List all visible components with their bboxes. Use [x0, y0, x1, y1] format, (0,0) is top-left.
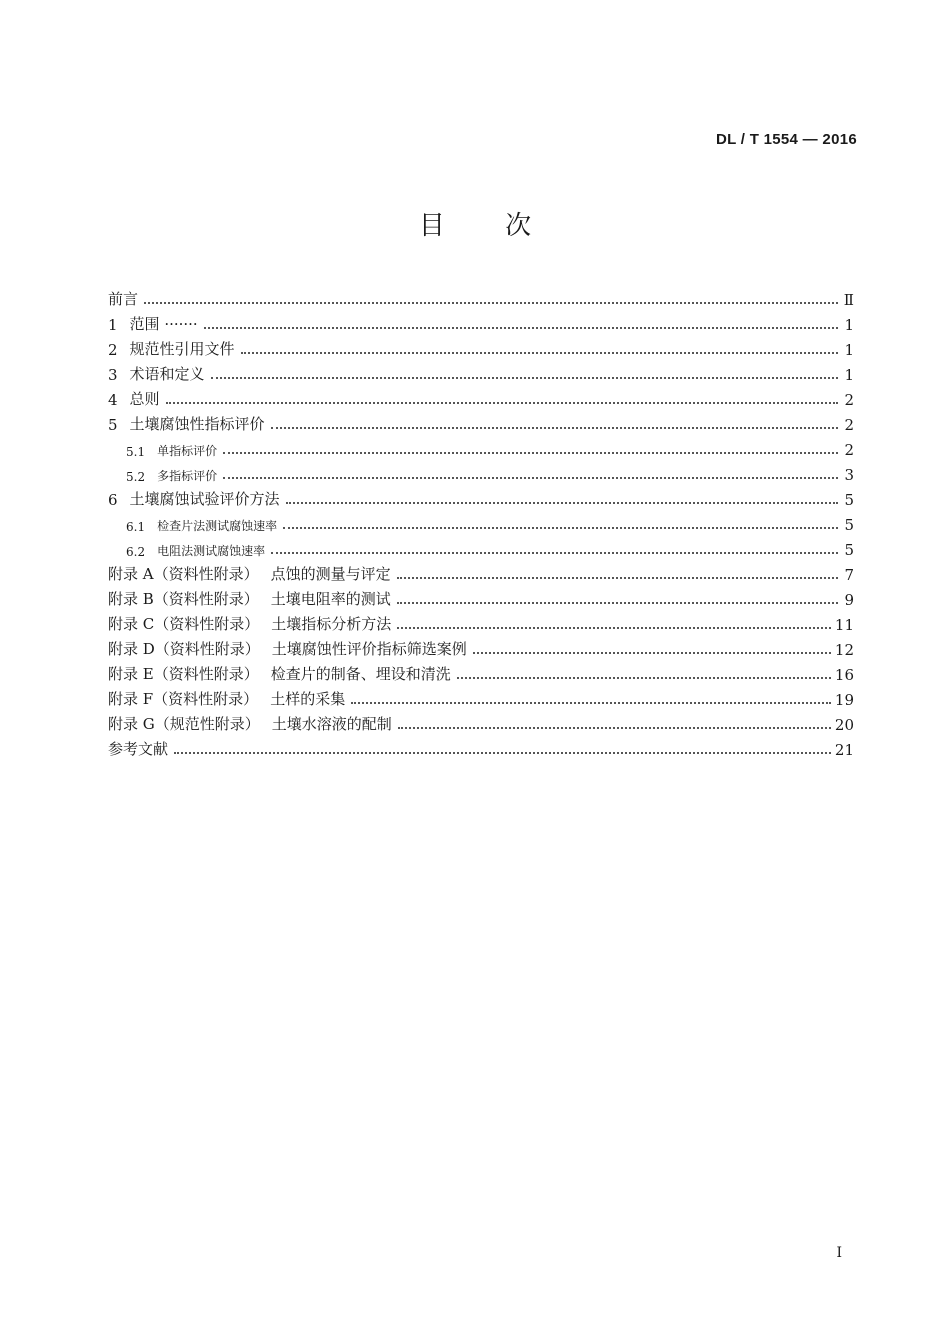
toc-entry-number: 3: [108, 366, 118, 384]
toc-entry-section-6-1[interactable]: [108, 509, 854, 534]
toc-entry-page: 5: [844, 491, 854, 509]
toc-entry-label: 土壤水溶液的配制: [271, 715, 392, 733]
toc-entry-number: 6: [108, 491, 118, 509]
title-char-2: 次: [505, 211, 532, 241]
toc-entry-label: 土壤腐蚀性指标评价: [129, 415, 265, 433]
toc-entry-page: 7: [844, 566, 854, 584]
toc-entry-number: 6.1: [126, 520, 146, 534]
toc-entry-label: 参考文献: [108, 740, 169, 758]
toc-entry-number: 附录 D（资料性附录）: [108, 640, 260, 658]
toc-leader-dots: [223, 452, 838, 454]
page-title: [0, 205, 950, 242]
page-number: I: [836, 1245, 842, 1261]
toc-leader-dots: [271, 552, 838, 554]
toc-entry-appendix-e[interactable]: [108, 659, 854, 684]
toc-entry-number: 附录 A（资料性附录）: [108, 565, 259, 583]
toc-entry-label: 点蚀的测量与评定: [270, 565, 391, 583]
toc-entry-page: Ⅱ: [843, 291, 854, 309]
toc-entry-section-5[interactable]: [108, 409, 854, 434]
toc-leader-dots: [398, 727, 831, 729]
toc-leader-dots: [174, 752, 831, 754]
toc-entry-number: 附录 F（资料性附录）: [108, 690, 259, 708]
toc-entry-page: 12: [834, 641, 854, 659]
toc-entry-page: 1: [844, 316, 854, 334]
toc-entry-page: 19: [834, 691, 854, 709]
toc-entry-general[interactable]: [108, 384, 854, 409]
toc-entry-appendix-f[interactable]: [108, 684, 854, 709]
toc-leader-dots: [397, 577, 838, 579]
toc-entry-label: 土壤电阻率的测试: [270, 590, 391, 608]
toc-entry-label: 检查片法测试腐蚀速率: [157, 519, 278, 533]
toc-entry-label: 总则: [129, 390, 160, 408]
title-char-1: 目: [418, 211, 445, 241]
toc-entry-appendix-a[interactable]: [108, 559, 854, 584]
standard-code: DL / T 1554 — 2016: [715, 131, 857, 148]
toc-entry-label: 土样的采集: [270, 690, 346, 708]
toc-entry-label: 术语和定义: [129, 365, 205, 383]
toc-entry-page: 9: [844, 591, 854, 609]
toc-entry-label: 前言: [108, 290, 139, 308]
table-of-contents: [108, 284, 854, 759]
toc-entry-number: 2: [108, 341, 118, 359]
toc-leader-dots: [286, 502, 838, 504]
toc-entry-label: 土壤腐蚀性评价指标筛选案例: [271, 640, 467, 658]
toc-entry-label: 多指标评价: [157, 469, 218, 483]
toc-leader-dots: [283, 527, 838, 529]
toc-leader-dots: [473, 652, 831, 654]
toc-entry-number: 4: [108, 391, 118, 409]
toc-entry-appendix-g[interactable]: [108, 709, 854, 734]
toc-entry-page: 2: [844, 391, 854, 409]
toc-entry-label: 范围 ·······: [129, 315, 198, 333]
toc-leader-dots: [166, 402, 838, 404]
toc-leader-dots: [271, 427, 838, 429]
toc-entry-label: 电阻法测试腐蚀速率: [157, 544, 266, 558]
toc-leader-dots: [397, 602, 838, 604]
toc-entry-terms[interactable]: [108, 359, 854, 384]
toc-entry-section-6[interactable]: [108, 484, 854, 509]
toc-entry-page: 5: [844, 516, 854, 534]
toc-entry-label: 土壤腐蚀试验评价方法: [129, 490, 280, 508]
toc-entry-page: 16: [834, 666, 854, 684]
toc-entry-page: 2: [844, 416, 854, 434]
toc-entry-page: 20: [834, 716, 854, 734]
toc-entry-appendix-c[interactable]: [108, 609, 854, 634]
toc-entry-number: 1: [108, 316, 118, 334]
toc-entry-page: 21: [834, 741, 854, 759]
toc-entry-label: 检查片的制备、埋设和清洗: [270, 665, 451, 683]
toc-entry-foreword[interactable]: [108, 284, 854, 309]
toc-leader-dots: [241, 352, 838, 354]
toc-leader-dots: [211, 377, 838, 379]
toc-entry-number: 5: [108, 416, 118, 434]
toc-entry-section-5-1[interactable]: [108, 434, 854, 459]
toc-entry-page: 2: [844, 441, 854, 459]
toc-entry-section-5-2[interactable]: [108, 459, 854, 484]
toc-leader-dots: [351, 702, 831, 704]
toc-entry-page: 5: [844, 541, 854, 559]
toc-entry-page: 11: [834, 616, 854, 634]
toc-entry-label: 单指标评价: [157, 444, 218, 458]
toc-leader-dots: [223, 477, 838, 479]
toc-entry-page: 1: [844, 341, 854, 359]
toc-entry-number: 附录 B（资料性附录）: [108, 590, 259, 608]
toc-entry-number: 6.2: [126, 545, 146, 559]
toc-entry-number: 附录 E（资料性附录）: [108, 665, 259, 683]
toc-entry-section-6-2[interactable]: [108, 534, 854, 559]
toc-entry-label: 土壤指标分析方法: [271, 615, 392, 633]
toc-entry-number: 附录 G（规范性附录）: [108, 715, 260, 733]
toc-entry-appendix-b[interactable]: [108, 584, 854, 609]
toc-entry-number: 5.1: [126, 445, 146, 459]
toc-leader-dots: [144, 302, 838, 304]
toc-entry-bibliography[interactable]: [108, 734, 854, 759]
toc-entry-appendix-d[interactable]: [108, 634, 854, 659]
toc-leader-dots: [204, 327, 838, 329]
toc-entry-page: 3: [844, 466, 854, 484]
toc-entry-page: 1: [844, 366, 854, 384]
toc-entry-label: 规范性引用文件: [129, 340, 235, 358]
toc-leader-dots: [397, 627, 831, 629]
toc-leader-dots: [457, 677, 831, 679]
toc-entry-normative-references[interactable]: [108, 334, 854, 359]
toc-entry-number: 附录 C（资料性附录）: [108, 615, 260, 633]
toc-entry-scope[interactable]: [108, 309, 854, 334]
toc-entry-number: 5.2: [126, 470, 146, 484]
